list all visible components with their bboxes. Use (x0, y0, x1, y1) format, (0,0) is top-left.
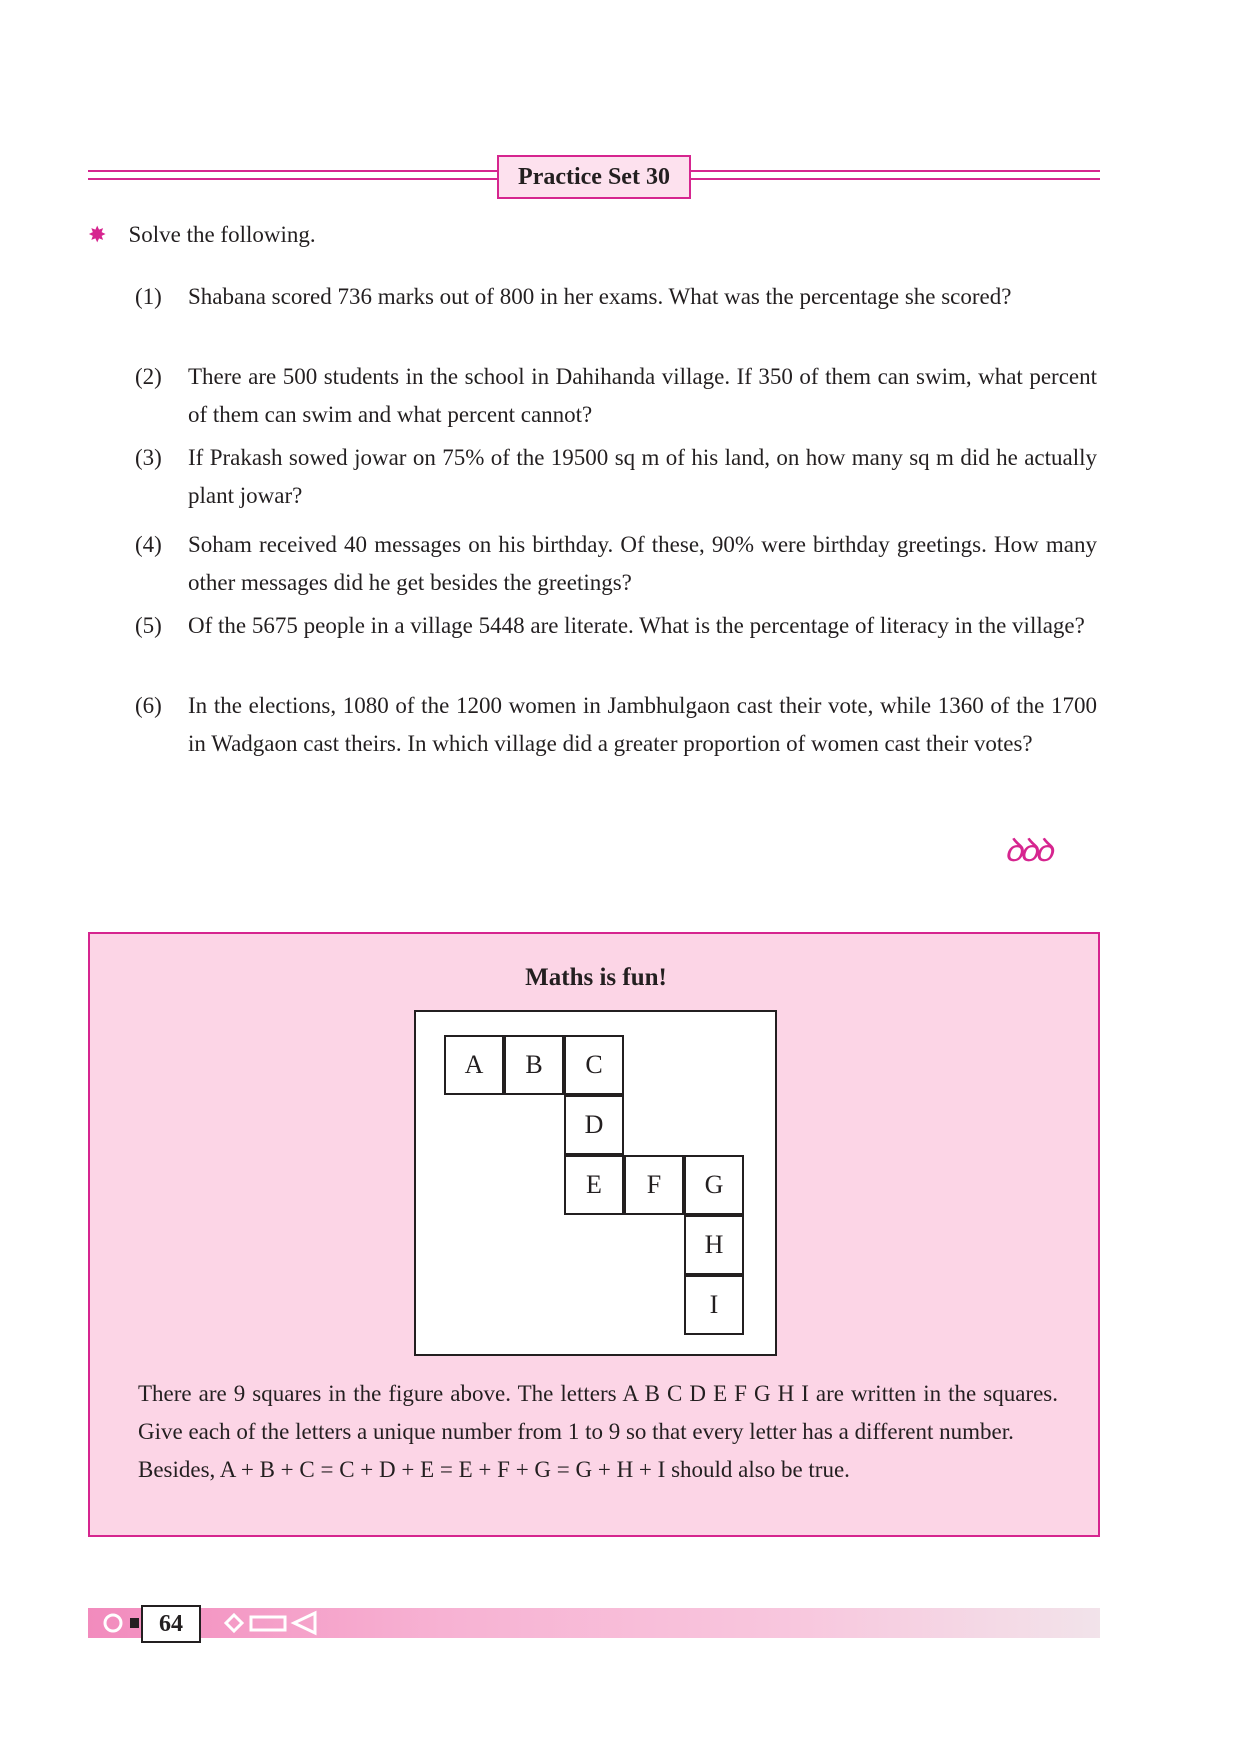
header-rule-left-top (88, 170, 497, 172)
square-b: B (504, 1035, 564, 1095)
practice-set-title: Practice Set 30 (497, 155, 691, 199)
footer-shapes-icon (96, 1608, 346, 1638)
question-number: (4) (135, 532, 162, 557)
header-rule-right-top (691, 170, 1100, 172)
square-f: F (624, 1155, 684, 1215)
question-text: Soham received 40 messages on his birthday. Of these, 90% were birthday greetings. How many other messages did he get besides the greetings? (188, 532, 1097, 595)
square-h: H (684, 1215, 744, 1275)
fun-description (138, 1375, 1058, 1489)
square-a: A (444, 1035, 504, 1095)
question-text: Shabana scored 736 marks out of 800 in her exams. What was the percentage she scored? (188, 284, 1012, 309)
square-i: I (684, 1275, 744, 1335)
header-rule-left-bottom (88, 178, 497, 180)
question-1 (135, 278, 1097, 316)
fun-title: Maths is fun! (525, 964, 667, 991)
square-e: E (564, 1155, 624, 1215)
question-text: There are 500 students in the school in Dahihanda village. If 350 of them can swim, what percent of them can swim and what percent cannot? (188, 364, 1097, 427)
question-3 (135, 439, 1097, 515)
fun-paragraph: There are 9 squares in the figure above. The letters A B C D E F G H I are written in the squares. Give each of the letters a unique number from 1 to 9 so that every letter has a different number. (138, 1381, 1058, 1444)
page-number: 64 (141, 1605, 201, 1643)
question-6 (135, 687, 1097, 763)
instruction (88, 222, 316, 248)
question-5 (135, 607, 1097, 645)
question-text: If Prakash sowed jowar on 75% of the 19500 sq m of his land, on how many sq m did he actually plant jowar? (188, 445, 1097, 508)
letter-squares-figure (414, 1010, 777, 1356)
fun-equation: Besides, A + B + C = C + D + E = E + F + G = G + H + I should also be true. (138, 1457, 850, 1482)
question-number: (3) (135, 445, 162, 470)
question-2 (135, 358, 1097, 434)
question-text: In the elections, 1080 of the 1200 women in Jambhulgaon cast their vote, while 1360 of the 1700 in Wadgaon cast theirs. In which village did a greater proportion of women cast their votes? (188, 693, 1097, 756)
maths-is-fun-box (88, 932, 1100, 1537)
question-4 (135, 526, 1097, 602)
square-g: G (684, 1155, 744, 1215)
header-rule-right-bottom (691, 178, 1100, 180)
square-c: C (564, 1035, 624, 1095)
section-end-flourish: ꝺꝺꝺ (1004, 831, 1050, 869)
square-d: D (564, 1095, 624, 1155)
question-number: (2) (135, 364, 162, 389)
question-number: (6) (135, 693, 162, 718)
question-number: (1) (135, 284, 162, 309)
asterisk-icon: ✸ (88, 222, 107, 247)
instruction-text: Solve the following. (128, 222, 316, 247)
question-text: Of the 5675 people in a village 5448 are literate. What is the percentage of literacy in the village? (188, 613, 1085, 638)
question-number: (5) (135, 613, 162, 638)
